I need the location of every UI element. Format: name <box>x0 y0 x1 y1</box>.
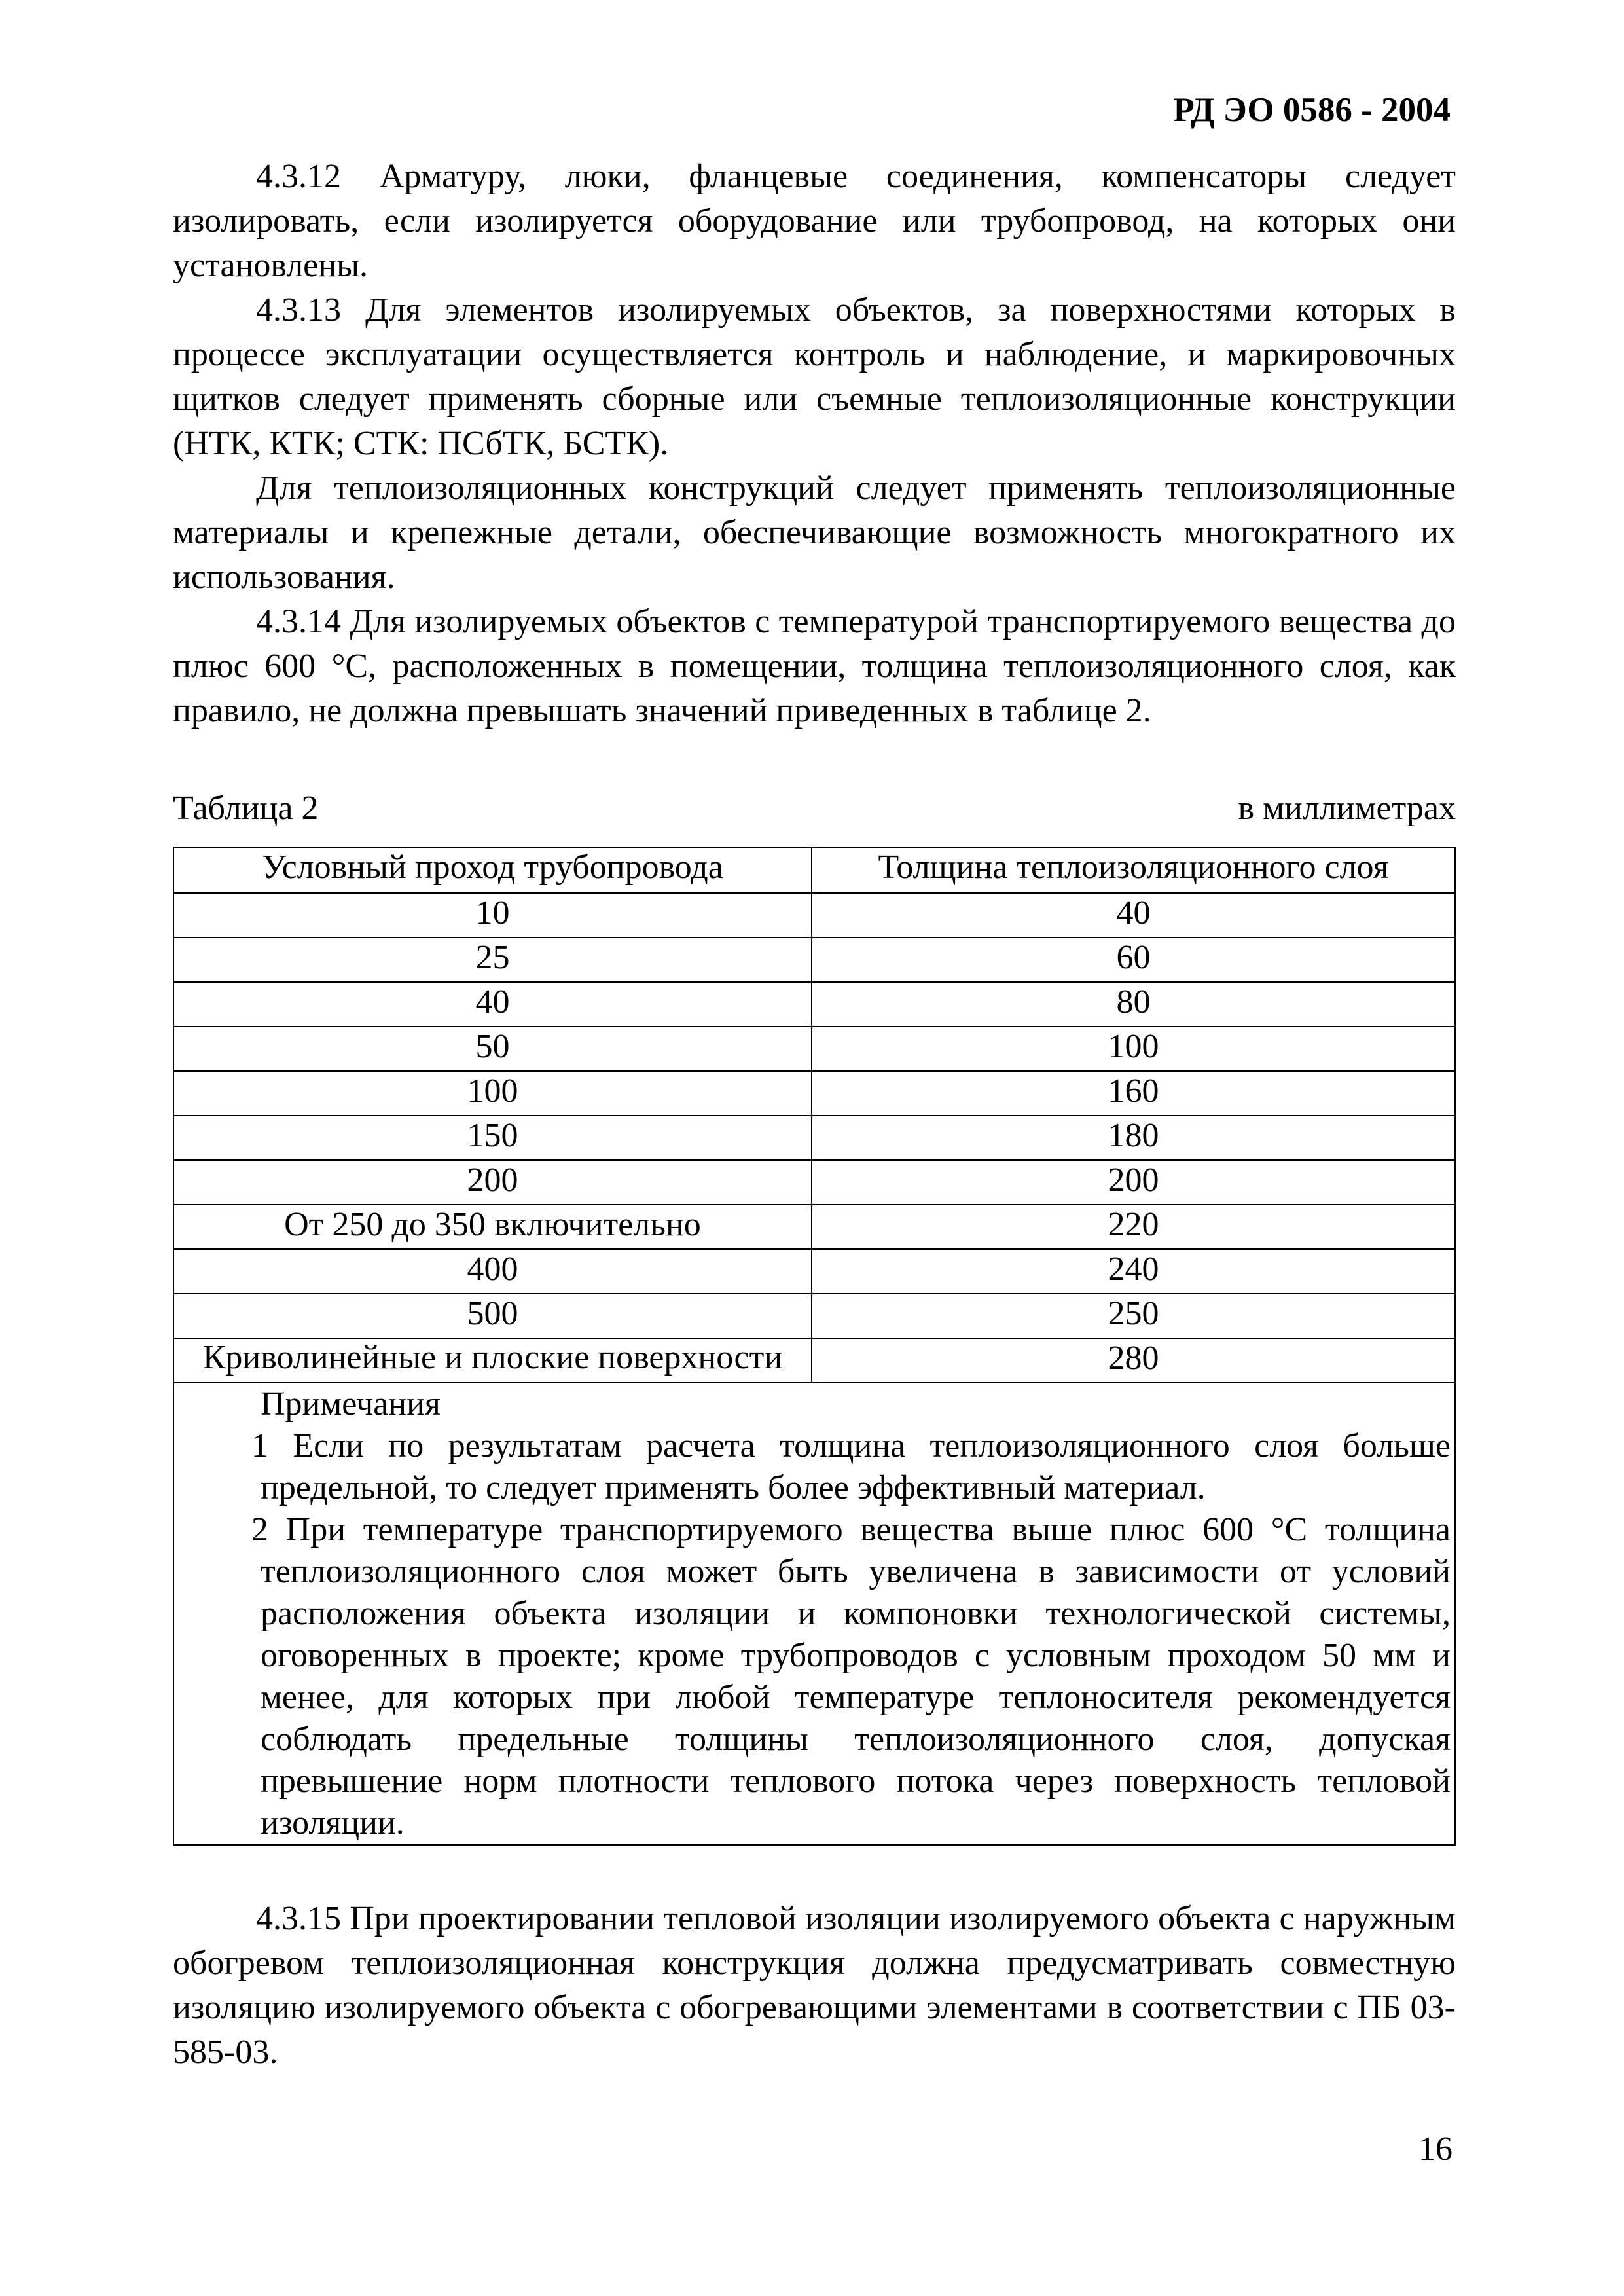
page-number: 16 <box>1418 2130 1453 2168</box>
table-row <box>173 1027 1455 1071</box>
cell-diameter: 100 <box>173 1071 812 1116</box>
cell-diameter: 150 <box>173 1116 812 1160</box>
cell-diameter: 500 <box>173 1294 812 1338</box>
bottom-text <box>173 1897 1456 2075</box>
table-notes <box>173 1383 1455 1845</box>
cell-diameter: 200 <box>173 1160 812 1205</box>
table-caption-row <box>173 786 1456 831</box>
table-row <box>173 1116 1455 1160</box>
cell-diameter: 25 <box>173 938 812 982</box>
header-layer-thickness: Толщина теплоизоляционного слоя <box>812 847 1455 893</box>
table-caption: Таблица 2 <box>173 790 319 827</box>
top-text <box>173 155 1456 733</box>
table-row <box>173 1249 1455 1294</box>
notes-title: Примечания <box>261 1385 441 1423</box>
paragraph-4-3-13: 4.3.13 Для элементов изолируемых объектов, за поверхностями которых в процессе эксплуатации осуществляется контроль и наблюдение, и маркировочных щитков следует применять сборные или съемные теплоизоляционные конструкции (НТК, КТК; СТК: ПСбТК, БСТК). <box>173 291 1456 462</box>
paragraph-insulation-materials: Для теплоизоляционных конструкций следует применять теплоизоляционные материалы и крепежные детали, обеспечивающие возможность многократного их использования. <box>173 469 1456 596</box>
cell-thickness: 100 <box>812 1027 1455 1071</box>
document-code: РД ЭО 0586 - 2004 <box>1173 91 1451 129</box>
cell-thickness: 200 <box>812 1160 1455 1205</box>
cell-diameter: 10 <box>173 893 812 938</box>
table-row <box>173 982 1455 1027</box>
table-units: в миллиметрах <box>1238 790 1456 827</box>
cell-diameter: 400 <box>173 1249 812 1294</box>
cell-diameter: 40 <box>173 982 812 1027</box>
cell-thickness: 240 <box>812 1249 1455 1294</box>
cell-thickness: 220 <box>812 1205 1455 1249</box>
header-pipe-diameter: Условный проход трубопровода <box>173 847 812 893</box>
table-row <box>173 1338 1455 1383</box>
table-header-row <box>173 847 1455 893</box>
cell-thickness: 40 <box>812 893 1455 938</box>
cell-thickness: 60 <box>812 938 1455 982</box>
note-2: 2 При температуре транспортируемого вещества выше плюс 600 °С толщина теплоизоляционного слоя может быть увеличена в зависимости от условий расположения объекта изоляции и компоновки технологической системы, оговоренных в проекте; кроме трубопроводов с условным проходом 50 мм и менее, для которых при любой температуре теплоносителя рекомендуется соблюдать предельные толщины теплоизоляционного слоя, допуская превышение норм плотности теплового потока через поверхность тепловой изоляции. <box>251 1511 1451 1842</box>
note-1: 1 Если по результатам расчета толщина теплоизоляционного слоя больше предельной, то следует применять более эффективный материал. <box>251 1427 1451 1506</box>
cell-thickness: 80 <box>812 982 1455 1027</box>
paragraph-4-3-12: 4.3.12 Арматуру, люки, фланцевые соединения, компенсаторы следует изолировать, если изолируется оборудование или трубопровод, на которых они установлены. <box>173 158 1456 284</box>
cell-thickness: 180 <box>812 1116 1455 1160</box>
cell-diameter: От 250 до 350 включительно <box>173 1205 812 1249</box>
table-row <box>173 1071 1455 1116</box>
table-row <box>173 1160 1455 1205</box>
cell-thickness: 160 <box>812 1071 1455 1116</box>
cell-diameter: 50 <box>173 1027 812 1071</box>
insulation-thickness-table <box>173 847 1456 1846</box>
cell-thickness: 250 <box>812 1294 1455 1338</box>
table-notes-row <box>173 1383 1455 1845</box>
paragraph-4-3-15: 4.3.15 При проектировании тепловой изоляции изолируемого объекта с наружным обогревом теплоизоляционная конструкция должна предусматривать совместную изоляцию изолируемого объекта с обогревающими элементами в соответствии с ПБ 03-585-03. <box>173 1900 1456 2071</box>
cell-thickness: 280 <box>812 1338 1455 1383</box>
table-row <box>173 1205 1455 1249</box>
cell-diameter: Криволинейные и плоские поверхности <box>173 1338 812 1383</box>
table-row <box>173 1294 1455 1338</box>
paragraph-4-3-14: 4.3.14 Для изолируемых объектов с температурой транспортируемого вещества до плюс 600 °С, расположенных в помещении, толщина теплоизоляционного слоя, как правило, не должна превышать значений приведенных в таблице 2. <box>173 603 1456 729</box>
table-row <box>173 938 1455 982</box>
table-row <box>173 893 1455 938</box>
